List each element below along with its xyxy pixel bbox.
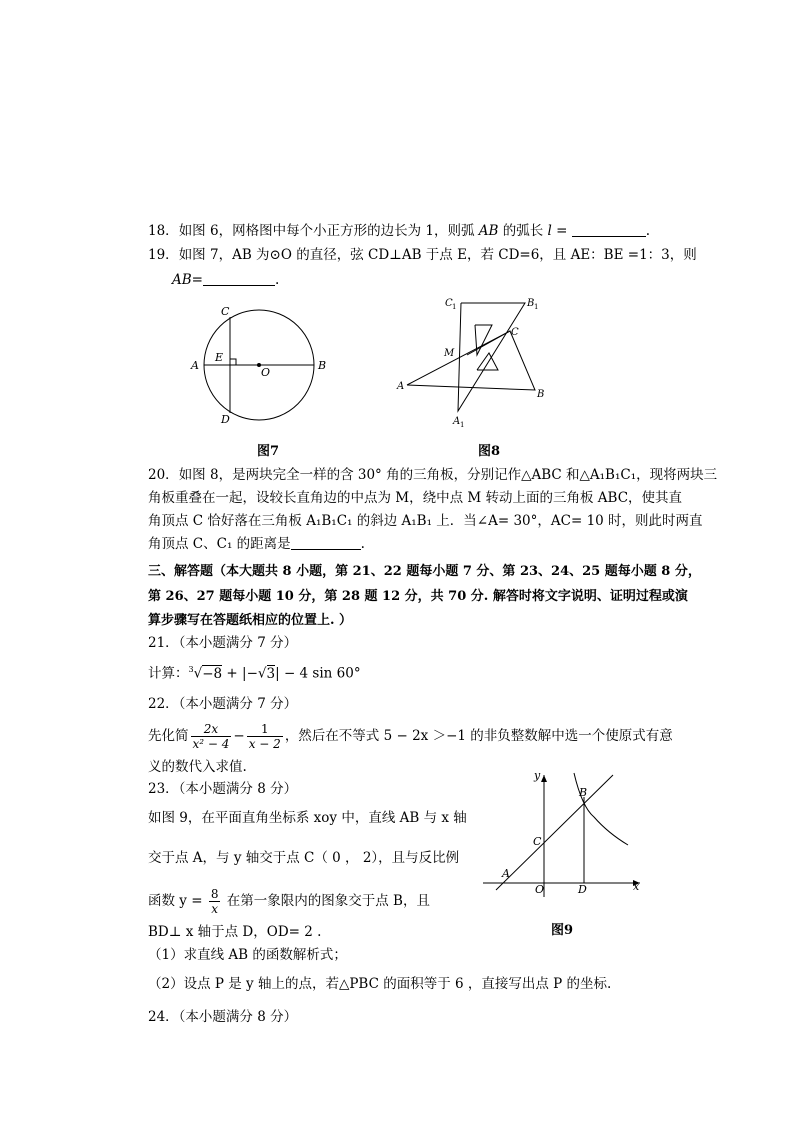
q20-line2: 角板重叠在一起，设较长直角边的中点为 M，绕中点 M 转动上面的三角板 ABC，使其直 [148,490,683,506]
question-20-line3 [148,512,703,530]
q21-plus: + [222,665,243,682]
q19-answer-blank[interactable] [203,271,275,286]
fig8-label-c: C [511,327,519,338]
fig7-label-c: C [221,305,230,318]
q21-radicand1: −8 [202,665,223,682]
question-23-part2 [148,975,611,993]
question-22-header [148,695,297,713]
question-24-header [148,1008,297,1026]
fig7-label-d: D [221,413,230,426]
section3-line3 [148,612,352,630]
fig8-inner-tri2 [477,353,498,370]
q23-frac [209,887,221,916]
question-23-header [148,780,297,798]
q22-line2: 义的数代入求值. [148,759,247,775]
fig9-hyperbola [574,773,628,845]
fig8-line-mc [467,331,510,355]
fig9-label-c: C [533,835,542,848]
q20-line1: 如图 8，是两块完全一样的含 30° 角的三角板，分别记作△ABC 和△A₁B₁C₁，现将两块三 [178,467,718,483]
q21-abs-left: | [242,665,247,682]
section3-text3: 算步骤写在答题纸相应的位置上. ） [148,613,353,628]
fig8-sub-a1: 1 [460,421,465,429]
q18-l: l [547,223,552,239]
fig9-label-x: x [633,880,640,893]
q23-line4: BD⊥ x 轴于点 D，OD= 2 . [148,924,322,940]
q23-header: 23．（本小题满分 8 分） [148,781,298,797]
q20-line4: 角顶点 C、C₁ 的距离是 [148,536,291,552]
figure-7 [185,300,335,430]
section3-line2 [148,588,688,606]
question-20-line2 [148,489,682,507]
q21-radical-sign-2: √ [257,665,267,682]
fig8-label-c1: C [445,298,453,309]
fig8-label-b1: B [527,298,535,309]
fig8-label-m: M [444,348,455,359]
q22-frac2 [247,722,283,751]
q18-text-a: 如图 6，网格图中每个小正方形的边长为 1，则弧 [178,223,479,239]
fig8-sub-c1: 1 [452,303,457,311]
q18-number: 18． [148,223,179,239]
q23-line2: 交于点 A，与 y 轴交于点 C（ 0 ， 2），且与反比例 [148,850,460,866]
fig7-caption: 图7 [257,444,280,459]
question-22-line2 [148,758,247,776]
figure-8 [395,293,555,433]
q19-ab-prefix: AB= [172,272,203,288]
fig9-label-d: D [578,883,587,896]
q21-header: 21．（本小题满分 7 分） [148,635,298,651]
fig9-label-a: A [502,867,510,880]
q20-number: 20． [148,467,179,483]
fig7-label-a: A [191,359,199,372]
section3-line1 [148,563,701,581]
fig8-inner-tri1 [475,325,492,355]
question-19-line1 [148,246,697,264]
fig9-line-ab [496,775,613,890]
q22-minus: − [233,728,245,744]
question-20-line4 [148,535,365,553]
q20-answer-blank[interactable] [291,535,361,550]
fig8-label-a: A [397,381,405,392]
fig8-label-b: B [537,389,545,400]
question-23-part1 [148,946,347,964]
q21-abs-right: | [275,665,280,682]
q20-end: . [360,536,365,552]
q23-line1: 如图 9，在平面直角坐标系 xoy 中，直线 AB 与 x 轴 [148,810,467,826]
q22-frac2-num: 1 [247,722,283,737]
fig7-label-e: E [215,351,224,364]
fig9-label-y: y [534,769,541,782]
fig9-label-b: B [579,786,588,799]
q22-frac1-den: x² − 4 [192,737,230,751]
q23-frac-den: x [211,902,219,916]
question-23-line4 [148,923,321,941]
q22-frac1 [191,722,232,751]
q18-arc-ab: AB [478,223,499,239]
fig9-y-arrow [541,775,547,782]
question-21-expression [148,661,361,683]
fig7-right-angle [230,359,236,365]
question-23-line1 [148,809,467,827]
q21-radicand2: 3 [266,665,276,682]
q22-header: 22．（本小题满分 7 分） [148,696,298,712]
q18-eq: = [551,223,572,239]
q19-end: . [274,272,280,288]
question-18 [148,222,650,240]
q23-part2: （2）设点 P 是 y 轴上的点，若△PBC 的面积等于 6 ，直接写出点 P 的坐标. [148,976,612,992]
q18-answer-blank[interactable] [572,222,646,237]
q23-line3-suffix: 在第一象限内的图象交于点 B，且 [222,893,430,909]
q24-header: 24．（本小题满分 8 分） [148,1009,298,1025]
q19-number: 19． [148,247,179,263]
fig9-caption: 图9 [551,923,574,938]
q23-part1: （1）求直线 AB 的函数解析式； [148,947,347,963]
question-22-line1 [148,719,673,753]
q22-frac1-num: 2x [191,722,232,737]
q18-end: . [645,223,651,239]
question-19-line2 [172,271,279,289]
q22-frac2-den: x − 2 [248,737,281,751]
figure-9 [478,765,648,900]
fig7-label-o: O [261,366,271,379]
fig8-sub-b1: 1 [534,303,539,311]
section3-text2: 第 26、27 题每小题 10 分，第 28 题 12 分，共 70 分. 解答时将文字说明、证明过程或演 [148,589,688,604]
question-23-line3 [148,884,430,918]
q21-radical-sign: √ [193,665,203,682]
q21-tail: − 4 sin 60° [279,665,361,682]
question-21-header [148,634,297,652]
q23-frac-num: 8 [210,887,219,901]
fig8-label-a1: A [453,416,461,427]
q21-prefix: 计算： [148,665,189,682]
q21-root-index: 3 [188,665,194,674]
fig9-label-o: O [535,883,545,896]
q23-line3-prefix: 函数 y = [148,893,207,909]
section3-text1: 三、解答题（本大题共 8 小题，第 21、22 题每小题 7 分、第 23、24、25 题每小题 8 分， [148,564,701,579]
q20-line3: 角顶点 C 恰好落在三角板 A₁B₁C₁ 的斜边 A₁B₁ 上．当∠A= 30°，AC= 10 时，则此时两直 [148,513,703,529]
q21-abs-inner: − [246,665,258,682]
fig8-triangle-abc [407,331,535,390]
q22-middle: ，然后在不等式 5 − 2x ＞−1 的非负整数解中选一个使原式有意 [284,728,673,744]
question-23-line2 [148,849,459,867]
question-20-line1 [148,466,717,484]
q18-text-b: 的弧长 [498,223,548,239]
q22-prefix: 先化简 [148,728,189,744]
q19-text: 如图 7，AB 为⊙O 的直径，弦 CD⊥AB 于点 E，若 CD=6，且 AE：BE =1：3，则 [178,247,697,263]
fig7-label-b: B [318,359,327,372]
fig8-caption: 图8 [478,444,501,459]
